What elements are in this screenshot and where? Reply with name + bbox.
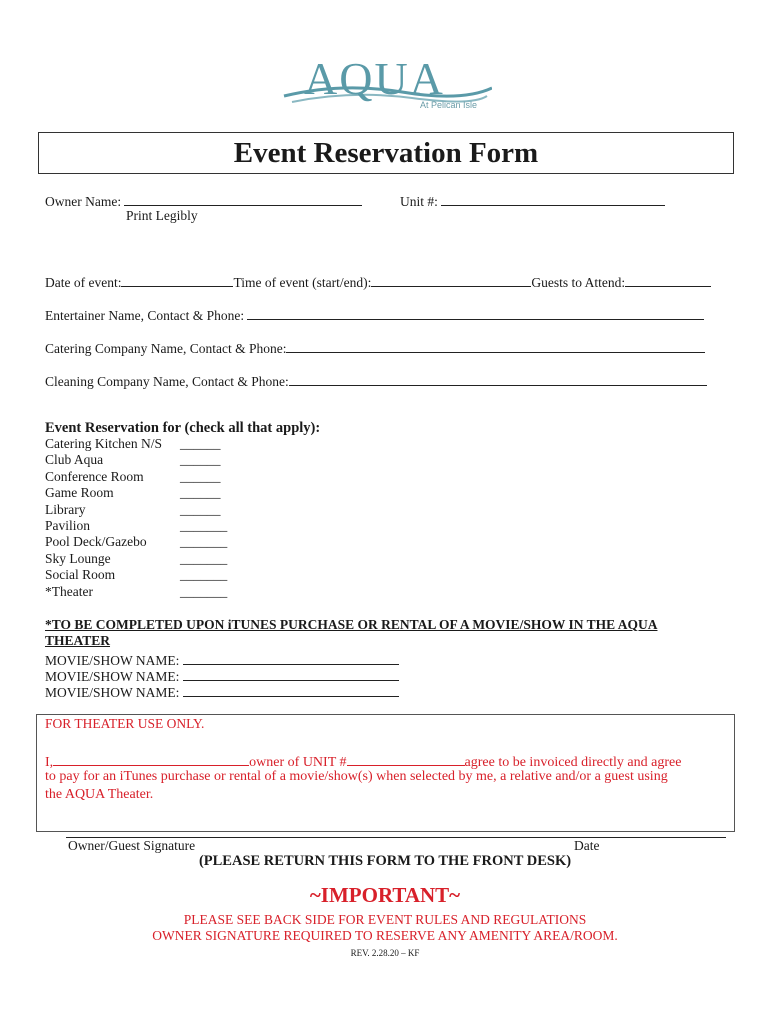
reservation-check-blank[interactable]: ______ <box>180 468 221 484</box>
theater-note-line2: THEATER <box>45 633 111 648</box>
page-title: Event Reservation Form <box>233 137 539 169</box>
reservation-item-name: Pool Deck/Gazebo <box>45 534 147 550</box>
title-box <box>38 132 734 174</box>
reservation-item-name: Sky Lounge <box>45 550 111 566</box>
theater-agreement-line1 <box>45 751 681 771</box>
reservation-item <box>45 584 235 600</box>
reservation-item <box>45 567 235 583</box>
reservation-item <box>45 551 235 567</box>
reservation-check-blank[interactable]: _______ <box>180 567 228 583</box>
reservation-item-name: *Theater <box>45 583 93 599</box>
reservation-item-name: Pavilion <box>45 518 91 534</box>
reservation-item <box>45 502 235 518</box>
reservation-heading: Event Reservation for (check all that apply): <box>45 420 321 436</box>
entertainer-label: Entertainer Name, Contact & Phone: <box>45 308 245 323</box>
owner-name-row <box>45 191 362 210</box>
time-label: Time of event (start/end): <box>233 275 372 290</box>
catering-label: Catering Company Name, Contact & Phone: <box>45 341 287 356</box>
time-field[interactable] <box>371 272 531 287</box>
reservation-item-name: Social Room <box>45 567 116 583</box>
unit-number-field[interactable] <box>347 751 465 766</box>
event-details-row <box>45 272 711 291</box>
reservation-check-blank[interactable]: _______ <box>180 550 228 566</box>
reservation-item <box>45 518 235 534</box>
reservation-item-name: Conference Room <box>45 468 144 484</box>
guests-field[interactable] <box>625 272 711 287</box>
movie-label: MOVIE/SHOW NAME: <box>45 669 180 684</box>
reservation-item <box>45 485 235 501</box>
agree-text: agree to be invoiced directly and agree <box>464 755 682 770</box>
important-heading: ~IMPORTANT~ <box>309 883 461 907</box>
date-label: Date of event: <box>45 275 122 290</box>
reservation-item-name: Club Aqua <box>45 452 104 468</box>
reservation-check-blank[interactable]: _______ <box>180 518 228 534</box>
cleaning-label: Cleaning Company Name, Contact & Phone: <box>45 374 289 389</box>
unit-label: Unit #: <box>400 194 438 209</box>
reservation-check-blank[interactable]: _______ <box>180 583 228 599</box>
theater-use-heading: FOR THEATER USE ONLY. <box>45 716 205 731</box>
movie-label: MOVIE/SHOW NAME: <box>45 653 180 668</box>
owner-name-field[interactable] <box>124 191 362 206</box>
logo-word: AQUA <box>304 53 445 104</box>
revision-label: REV. 2.28.20 – KF <box>350 948 420 958</box>
owner-name-label: Owner Name: <box>45 194 122 209</box>
unit-field[interactable] <box>441 191 665 206</box>
entertainer-row <box>45 305 704 324</box>
reservation-item-name: Game Room <box>45 485 114 501</box>
name-field[interactable] <box>53 751 249 766</box>
i-label: I, <box>45 755 54 770</box>
reservation-item <box>45 452 235 468</box>
signature-label: Owner/Guest Signature <box>68 838 196 853</box>
entertainer-field[interactable] <box>247 305 704 320</box>
reservation-check-blank[interactable]: ______ <box>180 485 221 501</box>
theater-note-line1: *TO BE COMPLETED UPON iTUNES PURCHASE OR RENTAL OF A MOVIE/SHOW IN THE AQUA <box>45 617 658 632</box>
cleaning-field[interactable] <box>289 371 707 386</box>
date-field[interactable] <box>121 272 233 287</box>
reservation-item <box>45 436 235 452</box>
reservation-item <box>45 534 235 550</box>
reservation-item <box>45 469 235 485</box>
important-line1: PLEASE SEE BACK SIDE FOR EVENT RULES AND REGULATIONS <box>183 912 587 927</box>
unit-row <box>400 191 665 210</box>
movie-row-3 <box>45 682 399 701</box>
reservation-check-blank[interactable]: ______ <box>180 501 221 517</box>
aqua-logo <box>282 52 492 118</box>
catering-row <box>45 338 705 357</box>
print-legibly-hint: Print Legibly <box>126 208 198 223</box>
reservation-check-blank[interactable]: _______ <box>180 534 228 550</box>
movie-field[interactable] <box>183 682 399 697</box>
reservation-check-blank[interactable]: ______ <box>180 452 221 468</box>
return-note: (PLEASE RETURN THIS FORM TO THE FRONT DESK) <box>198 853 572 869</box>
reservation-list <box>45 436 235 600</box>
important-line2: OWNER SIGNATURE REQUIRED TO RESERVE ANY AMENITY AREA/ROOM. <box>152 928 618 943</box>
logo-subtitle: At Pelican Isle <box>420 100 478 110</box>
owner-of-unit-label: owner of UNIT # <box>249 755 347 770</box>
date-signature-label: Date <box>574 838 600 853</box>
cleaning-row <box>45 371 707 390</box>
reservation-item-name: Library <box>45 501 86 517</box>
theater-agreement-line2: to pay for an iTunes purchase or rental of a movie/show(s) when selected by me, a relative and/or a guest using <box>45 769 668 784</box>
catering-field[interactable] <box>286 338 705 353</box>
movie-field[interactable] <box>183 666 399 681</box>
movie-label: MOVIE/SHOW NAME: <box>45 685 180 700</box>
reservation-item-name: Catering Kitchen N/S <box>45 436 162 451</box>
theater-agreement-line3: the AQUA Theater. <box>45 787 154 802</box>
guests-label: Guests to Attend: <box>531 275 626 290</box>
movie-field[interactable] <box>183 650 399 665</box>
reservation-check-blank[interactable]: ______ <box>180 436 221 451</box>
